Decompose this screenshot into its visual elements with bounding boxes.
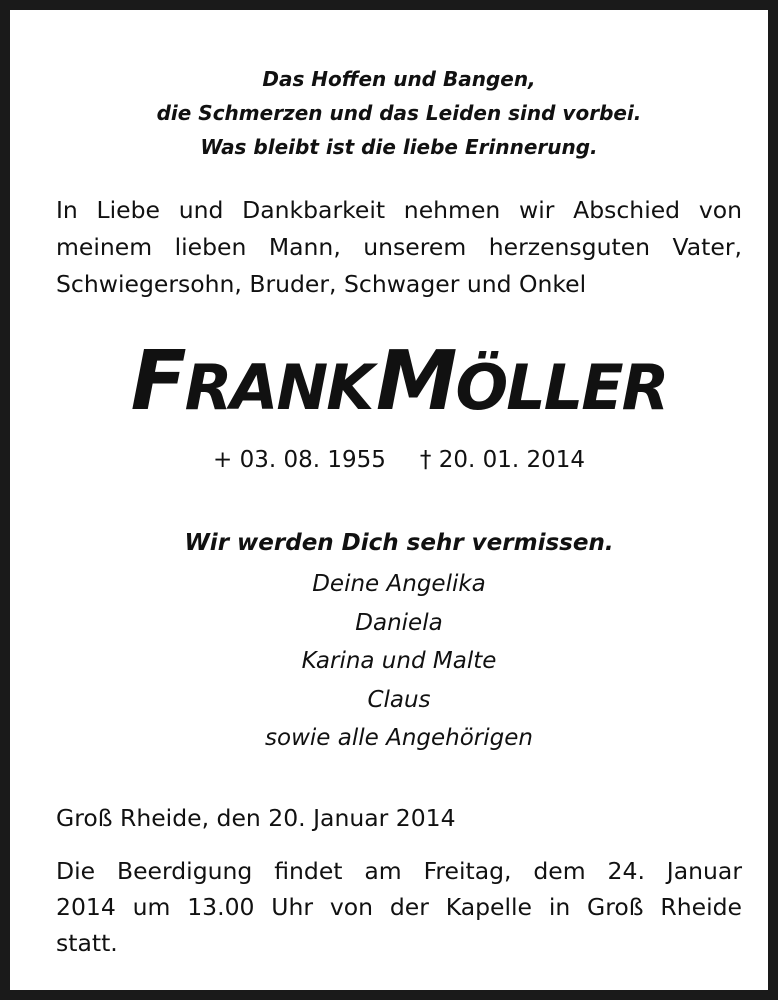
- intro-paragraph: [56, 192, 742, 303]
- mourners-list: [10, 565, 778, 758]
- last-name-rest: ÖLLER: [455, 351, 668, 424]
- birth-date: + 03. 08. 1955: [212, 447, 386, 473]
- intro-line: In Liebe und Dankbarkeit nehmen wir Abschied von: [56, 196, 742, 224]
- last-name-initial: M: [375, 334, 456, 429]
- life-dates: [10, 442, 778, 478]
- motto-line: Was bleibt ist die liebe Erinnerung.: [200, 135, 598, 159]
- closing-line: Wir werden Dich sehr vermissen.: [184, 530, 614, 556]
- mourner-name: Karina und Malte: [301, 648, 497, 674]
- motto-line: die Schmerzen und das Leiden sind vorbei.: [156, 101, 642, 125]
- mourner-name: sowie alle Angehörigen: [265, 725, 533, 751]
- funeral-notice: [56, 853, 742, 961]
- intro-line: Schwiegersohn, Bruder, Schwager und Onkel: [56, 270, 587, 298]
- motto-verse: [10, 62, 778, 164]
- funeral-line: statt.: [56, 929, 118, 957]
- first-name-rest: RANK: [184, 351, 373, 424]
- first-name-initial: F: [130, 334, 185, 429]
- mourner-name: Deine Angelika: [312, 571, 486, 597]
- intro-line: meinem lieben Mann, unserem herzensguten Vater,: [56, 233, 742, 261]
- motto-line: Das Hoffen und Bangen,: [262, 67, 536, 91]
- funeral-line: 2014 um 13.00 Uhr von der Kapelle in Groß Rheide: [56, 893, 742, 921]
- death-date: † 20. 01. 2014: [419, 447, 586, 473]
- mourner-name: Claus: [367, 686, 431, 713]
- place-and-date: Groß Rheide, den 20. Januar 2014: [56, 804, 456, 832]
- funeral-line: Die Beerdigung findet am Freitag, dem 24. Januar: [56, 857, 742, 885]
- deceased-name: [10, 332, 778, 454]
- mourner-name: Daniela: [355, 609, 443, 636]
